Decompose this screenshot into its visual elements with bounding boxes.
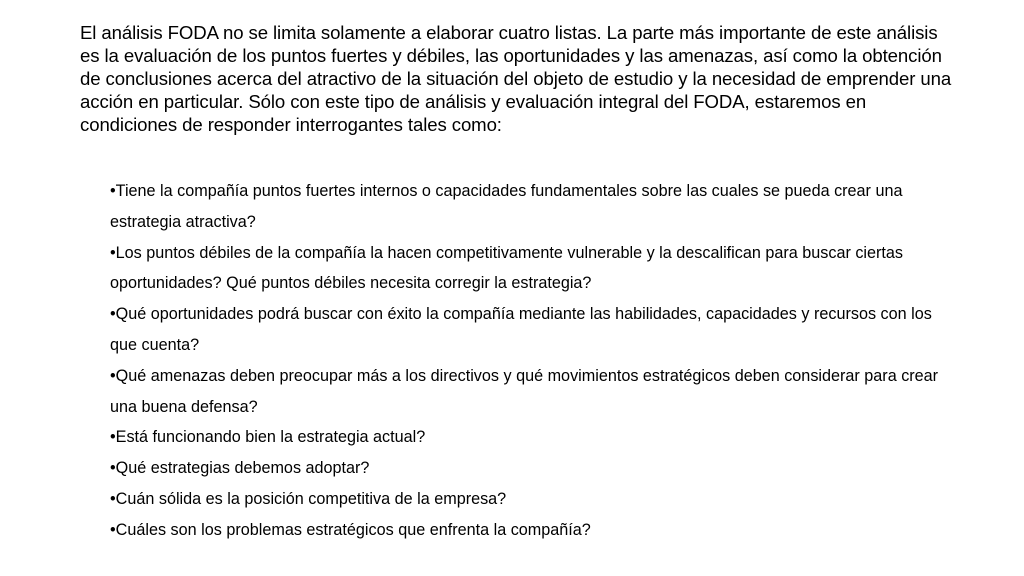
question-item: •Qué oportunidades podrá buscar con éxito la compañía mediante las habilidades, capacidades y recursos con los que cuenta? xyxy=(110,305,932,354)
question-list xyxy=(110,176,940,546)
question-item: •Está funcionando bien la estrategia actual? xyxy=(110,428,426,447)
question-item: •Cuáles son los problemas estratégicos que enfrenta la compañía? xyxy=(110,520,591,539)
intro-paragraph: El análisis FODA no se limita solamente a elaborar cuatro listas. La parte más importante de este análisis es la evaluación de los puntos fuertes y débiles, las oportunidades y las amenazas, así como la obtención de conclusiones acerca del atractivo de la situación del objeto de estudio y la necesidad de emprender una acción en particular. Sólo con este tipo de análisis y evaluación integral del FODA, estaremos en condiciones de responder interrogantes tales como: xyxy=(80,22,952,135)
question-item: •Qué amenazas deben preocupar más a los directivos y qué movimientos estratégicos deben considerar para crear una buena defensa? xyxy=(110,366,939,416)
question-item: •Los puntos débiles de la compañía la hacen competitivamente vulnerable y la descalifican para buscar ciertas oportunidades? Qué puntos débiles necesita corregir la estrategia? xyxy=(110,243,904,293)
question-item: •Tiene la compañía puntos fuertes internos o capacidades fundamentales sobre las cuales se pueda crear una estrategia atractiva? xyxy=(110,182,903,231)
question-item: •Qué estrategias debemos adoptar? xyxy=(110,459,370,478)
question-item: •Cuán sólida es la posición competitiva de la empresa? xyxy=(110,489,507,508)
